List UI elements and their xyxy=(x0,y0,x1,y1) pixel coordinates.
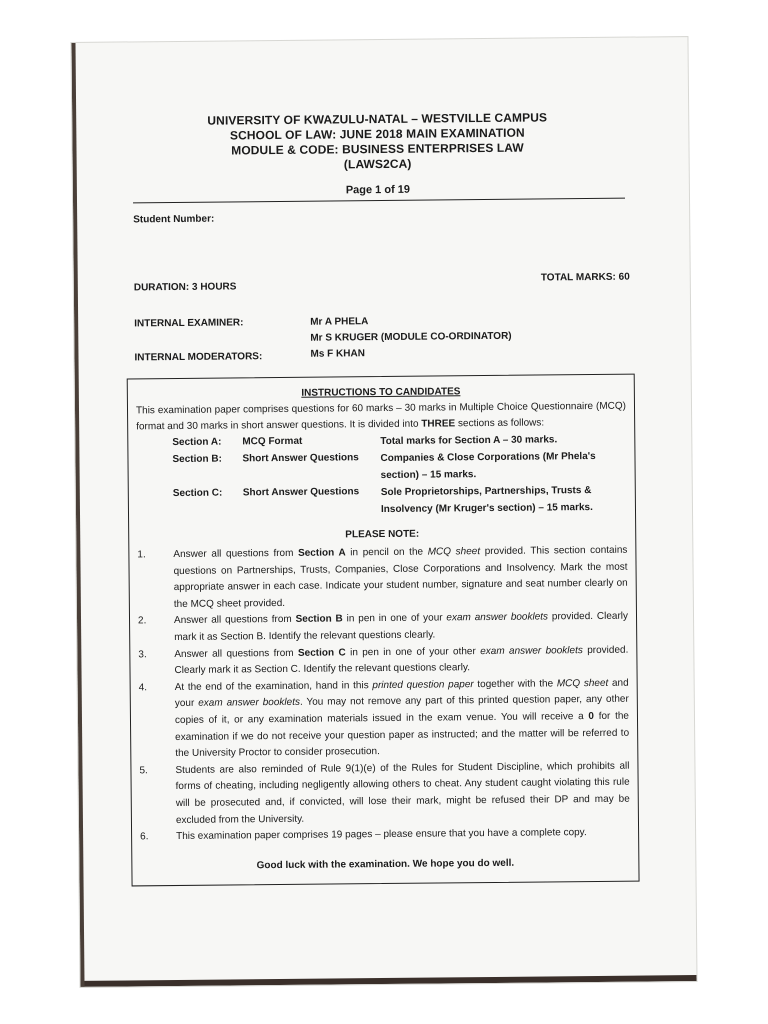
section-name: Section C: xyxy=(172,487,223,500)
note-3: 3. Answer all questions from Section C in pen in one of your other exam answer booklets provided. Clearly mark it as Section C. Identify the relevant questions clearly. xyxy=(138,644,629,677)
note-6: 6. This examination paper comprises 19 pages – please ensure that you have a complete copy. xyxy=(140,827,587,843)
note-5: 5. Students are also reminded of Rule 9(1)(e) of the Rules for Student Discipline, which prohibits all forms of cheating, including negligently allowing others to cheat. Any student caught violating this rule will be prosecuted and, if convicted, will lose their mark, might be refused their DP and may be excluded from the University. xyxy=(139,760,630,826)
page-number: Page 1 of 19 xyxy=(345,183,411,197)
section-name: Section B: xyxy=(172,453,222,466)
section-b-row xyxy=(172,448,622,486)
section-type: MCQ Format xyxy=(242,435,303,448)
section-type: Short Answer Questions xyxy=(242,452,359,465)
header-module: MODULE & CODE: BUSINESS ENTERPRISES LAW xyxy=(231,140,524,158)
note-1: 1. Answer all questions from Section A in pencil on the MCQ sheet provided. This section contains questions on Partnerships, Trusts, Companies, Close Corporations and Insolvency. Mark the most appropriate answer in each case. Indicate your student number, signature and seat number clearly on the MCQ sheet provided. xyxy=(137,544,628,610)
instructions-box xyxy=(127,374,640,887)
instructions-title: INSTRUCTIONS TO CANDIDATES xyxy=(301,386,461,399)
section-detail: Companies & Close Corporations (Mr Phela's section) – 15 marks. xyxy=(380,450,596,482)
section-c-row xyxy=(173,482,623,520)
section-name: Section A: xyxy=(172,436,222,449)
header-school: SCHOOL OF LAW: JUNE 2018 MAIN EXAMINATION xyxy=(229,125,525,143)
section-detail: Sole Proprietorships, Partnerships, Trusts & Insolvency (Mr Kruger's section) – 15 marks. xyxy=(380,485,593,516)
internal-examiner-label: INTERNAL EXAMINER: xyxy=(134,317,244,330)
exam-cover-page xyxy=(71,37,696,987)
header-divider xyxy=(133,198,625,204)
header-university: UNIVERSITY OF KWAZULU-NATAL – WESTVILLE CAMPUS xyxy=(207,110,548,128)
sections-list xyxy=(172,431,623,520)
examiner-2: Mr S KRUGER (MODULE CO-ORDINATOR) xyxy=(310,330,512,344)
header-code: (LAWS2CA) xyxy=(343,156,412,172)
please-note-heading: PLEASE NOTE: xyxy=(345,528,420,541)
duration: DURATION: 3 HOURS xyxy=(133,281,237,294)
instructions-intro: This examination paper comprises questions for 60 marks – 30 marks in Multiple Choice Questionnaire (MCQ) format and 30 marks in short answer questions. It is divided into THREE sections as follows: xyxy=(135,400,627,433)
notes-list xyxy=(137,543,630,846)
exam-header xyxy=(142,110,613,175)
section-type: Short Answer Questions xyxy=(242,486,360,499)
section-detail: Total marks for Section A – 30 marks. xyxy=(380,434,558,448)
examiner-1: Mr A PHELA xyxy=(310,316,369,328)
moderator: Ms F KHAN xyxy=(310,348,365,360)
total-marks: TOTAL MARKS: 60 xyxy=(540,271,630,284)
good-luck-message: Good luck with the examination. We hope you do well. xyxy=(256,857,515,872)
internal-moderators-label: INTERNAL MODERATORS: xyxy=(134,351,263,364)
note-2: 2. Answer all questions from Section B in pen in one of your exam answer booklets provided. Clearly mark it as Section B. Identify the relevant questions clearly. xyxy=(137,611,629,643)
scanned-page xyxy=(71,37,696,987)
student-number-label: Student Number: xyxy=(133,213,215,226)
note-4: 4. At the end of the examination, hand in this printed question paper together with the MCQ sheet and your exam answer booklets. You may not remove any part of this printed question paper, any other copies of it, or any examination materials issued in the exam venue. You will receive a 0 for the examination if we do not receive your question paper as instructed; and the matter will be referred to the University Proctor to consider prosecution. xyxy=(138,677,630,760)
